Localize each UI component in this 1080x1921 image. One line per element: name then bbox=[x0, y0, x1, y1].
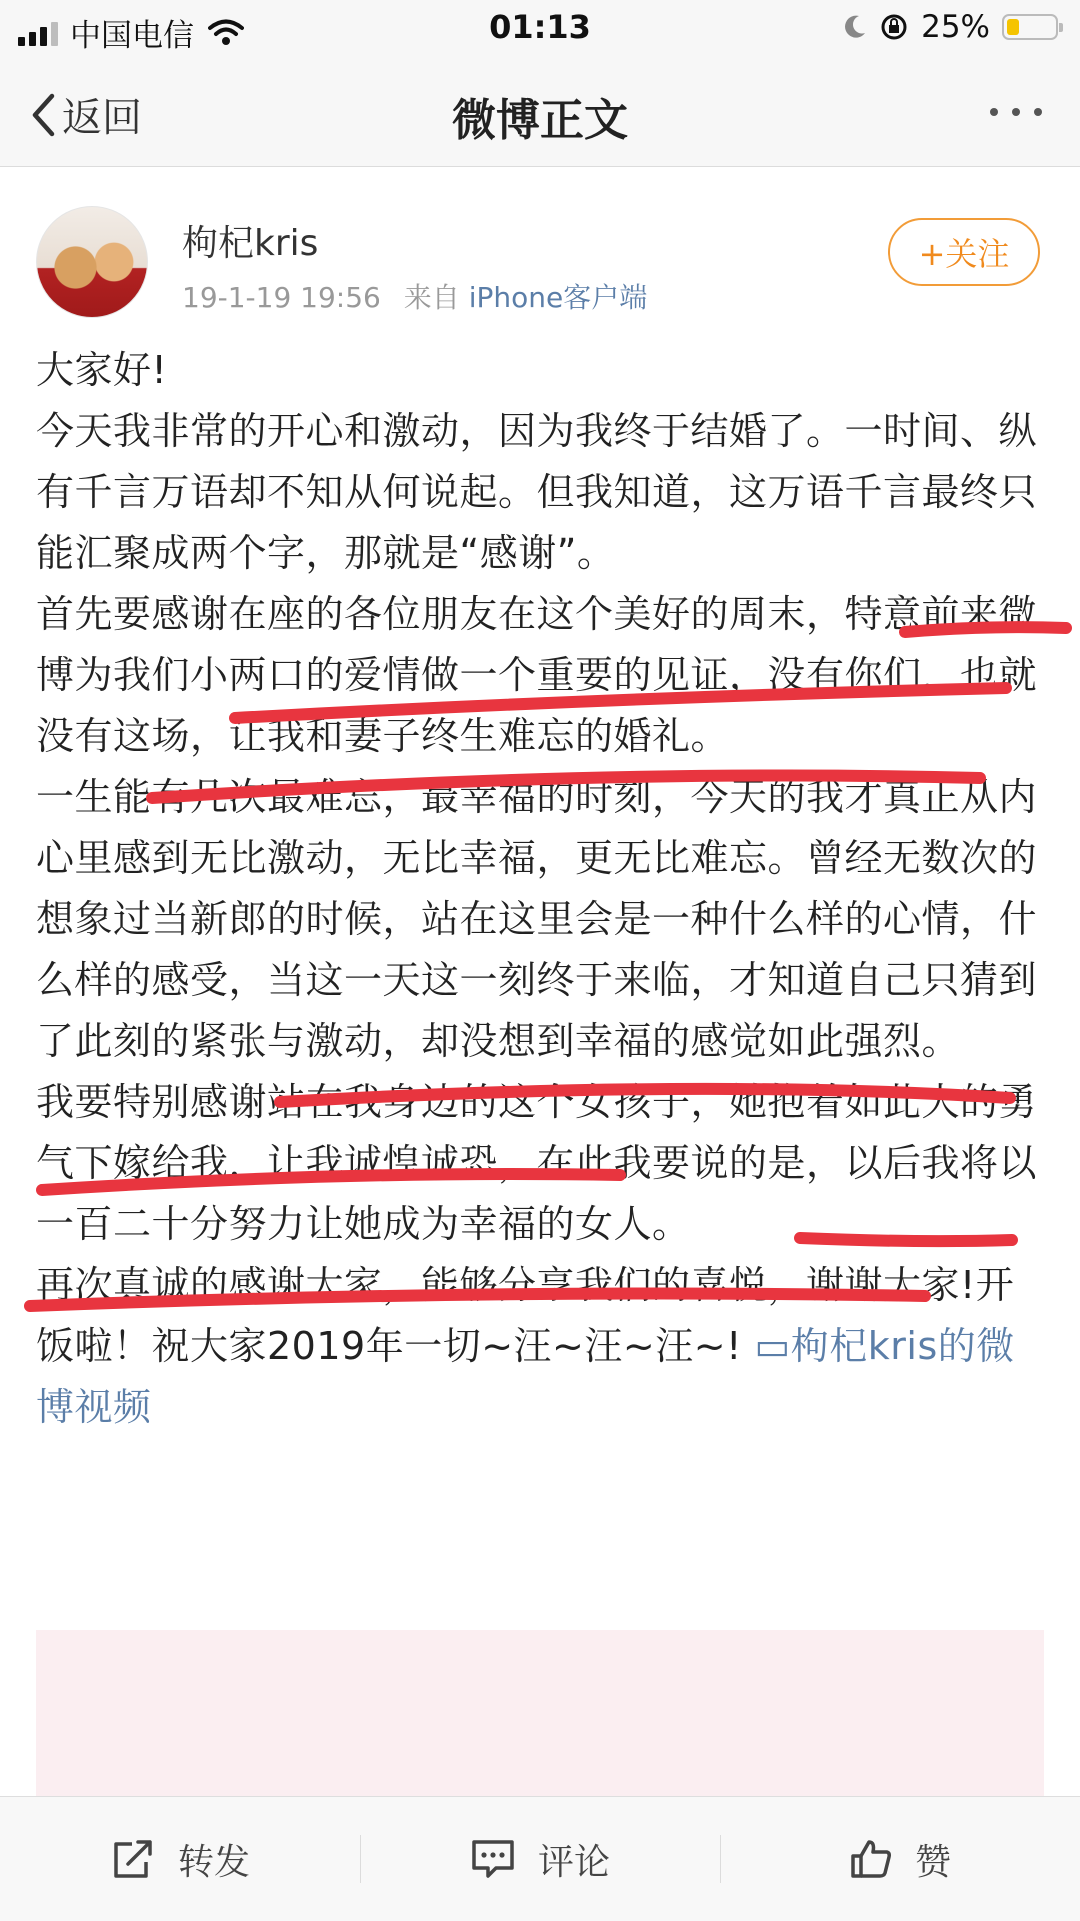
moon-icon bbox=[841, 13, 867, 41]
comment-button[interactable] bbox=[360, 1797, 720, 1921]
battery-percent: 25% bbox=[921, 9, 990, 45]
post-paragraph: 首先要感谢在座的各位朋友在这个美好的周末，特意前来微博为我们小两口的爱情做一个重要的见证，没有你们，也就没有这场，让我和妻子终生难忘的婚礼。 bbox=[36, 592, 1038, 758]
post-paragraph-last bbox=[36, 1255, 1046, 1438]
post-source[interactable]: iPhone客户端 bbox=[468, 281, 648, 314]
status-bar bbox=[0, 0, 1080, 58]
thumbs-up-icon bbox=[849, 1838, 893, 1880]
like-button[interactable] bbox=[720, 1797, 1080, 1921]
back-label: 返回 bbox=[62, 95, 142, 141]
repost-button[interactable] bbox=[0, 1797, 360, 1921]
comment-label: 评论 bbox=[537, 1841, 610, 1883]
status-right bbox=[841, 9, 1058, 45]
nav-bar bbox=[0, 58, 1080, 167]
battery-icon bbox=[1002, 14, 1058, 40]
post-content bbox=[36, 340, 1046, 1438]
follow-button[interactable]: +关注 bbox=[888, 218, 1040, 286]
comment-icon bbox=[470, 1838, 516, 1880]
page-title: 微博正文 bbox=[452, 95, 628, 146]
more-menu-icon[interactable] bbox=[990, 108, 1042, 116]
post-paragraph: 大家好! bbox=[36, 348, 168, 392]
bottom-toolbar bbox=[0, 1796, 1080, 1921]
rotation-lock-icon bbox=[879, 12, 909, 42]
source-prefix: 来自 bbox=[403, 281, 460, 314]
post-meta bbox=[182, 276, 647, 316]
avatar[interactable] bbox=[36, 206, 148, 318]
post-paragraph: 我要特别感谢站在我身边的这个女孩子，她抱着如此大的勇气下嫁给我，让我诚惶诚恐，在此我要说的是，以后我将以一百二十分努力让她成为幸福的女人。 bbox=[36, 1080, 1038, 1246]
video-link[interactable]: ▭枸杞kris的微博视频 bbox=[36, 1324, 1015, 1429]
post-timestamp: 19-1-19 19:56 bbox=[182, 281, 381, 314]
like-label: 赞 bbox=[914, 1841, 951, 1883]
post-paragraph-text: 再次真诚的感谢大家，能够分享我们的喜悦，谢谢大家!开饭啦！祝大家2019年一切~汪~汪~汪~! bbox=[36, 1263, 1015, 1368]
carrier-label: 中国电信 bbox=[70, 18, 194, 54]
status-time: 01:13 bbox=[489, 8, 591, 46]
repost-label: 转发 bbox=[177, 1841, 250, 1883]
author-name[interactable]: 枸杞kris bbox=[182, 223, 319, 264]
share-icon bbox=[110, 1838, 156, 1880]
post-paragraph: 今天我非常的开心和激动，因为我终于结婚了。一时间、纵有千言万语却不知从何说起。但我知道，这万语千言最终只能汇聚成两个字，那就是“感谢”。 bbox=[36, 409, 1038, 575]
post-paragraph: 一生能有几次最难忘，最幸福的时刻，今天的我才真正从内心里感到无比激动，无比幸福，更无比难忘。曾经无数次的想象过当新郎的时候，站在这里会是一种什么样的心情，什么样的感受，当这一天这一刻终于来临，才知道自己只猜到了此刻的紧张与激动，却没想到幸福的感觉如此强烈。 bbox=[36, 775, 1038, 1063]
video-thumbnail[interactable] bbox=[36, 1630, 1044, 1800]
